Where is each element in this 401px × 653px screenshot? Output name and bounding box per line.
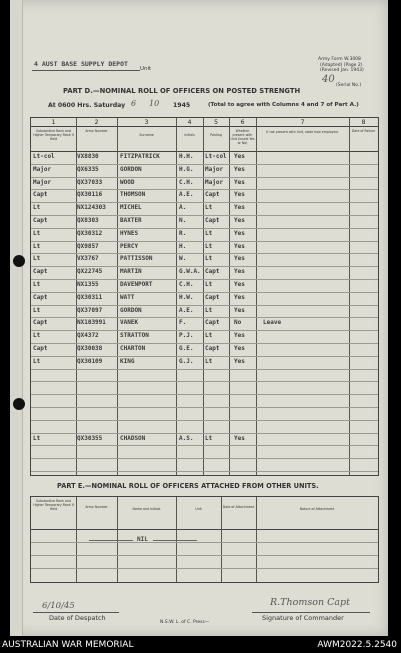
cell-posting: Lt <box>205 332 213 340</box>
cell-surname: GORDON <box>120 306 142 314</box>
signature-underline <box>252 612 370 613</box>
cell-present: Yes <box>234 293 245 301</box>
header-rule <box>31 151 378 152</box>
col-num-5: 5 <box>214 119 218 126</box>
cell-present: Yes <box>234 178 245 186</box>
year: 1945 <box>173 102 191 109</box>
cell-initials: G.W.A. <box>179 268 201 276</box>
cell-posting: Capt <box>205 217 220 224</box>
cell-rank: Capt <box>33 268 48 276</box>
cell-rank: Capt <box>33 217 48 224</box>
table-row-rule <box>31 356 378 357</box>
form-line-2: (Adapted) (Page 2) <box>320 63 363 68</box>
cell-posting: Major <box>205 178 224 186</box>
table-row-rule <box>31 445 378 446</box>
cell-present: Yes <box>234 268 245 276</box>
cell-surname: BAXTER <box>120 217 142 224</box>
col-num-4: 4 <box>187 119 192 126</box>
cell-surname: GORDON <box>120 165 142 173</box>
cell-rank: Major <box>33 165 52 173</box>
col-num-6: 6 <box>240 119 245 126</box>
part-e-table <box>30 496 379 583</box>
cell-initials: A. <box>179 204 187 212</box>
date-day: 6 <box>131 99 137 108</box>
col-head-return: Date of Return <box>351 129 376 133</box>
cell-posting: Lt <box>205 204 213 212</box>
cell-present: Yes <box>234 332 245 340</box>
table-row-rule <box>31 202 378 203</box>
cell-posting: Lt <box>205 357 213 365</box>
cell-posting: Lt <box>205 281 213 288</box>
part-e-row-rule <box>31 542 378 543</box>
cell-initials: H. <box>179 242 187 250</box>
cell-number: QX9857 <box>77 242 99 250</box>
caption-bar <box>0 636 401 653</box>
signature-label: Signature of Commander <box>262 614 344 622</box>
col-num-2: 2 <box>94 119 99 126</box>
cell-present: Yes <box>234 217 245 224</box>
cell-initials: G.J. <box>179 357 194 365</box>
cell-number: NX103991 <box>77 319 106 327</box>
binding-strip <box>10 0 23 636</box>
cell-posting: Lt <box>205 229 213 237</box>
col-head-employed: If not present with Unit, state how employed. <box>266 130 339 134</box>
cell-rank: Lt <box>33 332 41 340</box>
cell-number: QX30038 <box>77 345 103 352</box>
table-row-rule <box>31 381 378 382</box>
cell-initials: H.H. <box>179 153 194 160</box>
cell-surname: WOOD <box>120 178 135 186</box>
cell-employed: Leave <box>263 319 282 327</box>
table-row-rule <box>31 343 378 344</box>
part-e-head-date: Date of Attachment <box>222 505 255 509</box>
part-d-table <box>30 117 379 476</box>
cell-rank: Lt <box>33 281 41 288</box>
cell-rank: Lt <box>33 229 41 237</box>
table-row-rule <box>31 420 378 421</box>
column-number-rule <box>31 126 378 127</box>
cell-number: QX37033 <box>77 178 103 186</box>
table-row-rule <box>31 177 378 178</box>
cell-number: VX8830 <box>77 153 99 160</box>
table-row-rule <box>31 189 378 190</box>
punch-hole-bottom <box>13 398 25 410</box>
table-row-rule <box>31 305 378 306</box>
col-divider <box>117 118 118 475</box>
part-e-head-nature: Nature of Attachment <box>299 507 335 511</box>
col-head-initials: Initials <box>184 133 195 137</box>
cell-surname: KING <box>120 357 135 365</box>
table-row-rule <box>31 164 378 165</box>
part-e-title: PART E.—NOMINAL ROLL OF OFFICERS ATTACHED FROM OTHER UNITS. <box>57 482 319 490</box>
part-e-nil: NIL <box>137 536 148 543</box>
cell-posting: Capt <box>205 345 220 352</box>
cell-present: Yes <box>234 204 245 212</box>
cell-posting: Lt <box>205 306 213 314</box>
cell-surname: CHADSON <box>120 434 146 442</box>
cell-posting: Capt <box>205 293 220 301</box>
cell-present: Yes <box>234 153 245 160</box>
part-e-header-rule <box>31 529 378 530</box>
cell-initials: F. <box>179 319 187 327</box>
cell-surname: WATT <box>120 293 135 301</box>
cell-initials: G.E. <box>179 345 194 352</box>
table-row-rule <box>31 292 378 293</box>
cell-number: QX30355 <box>77 434 103 442</box>
cell-surname: STRATTON <box>120 332 149 340</box>
cell-number: QX37097 <box>77 306 103 314</box>
cell-present: Yes <box>234 357 245 365</box>
col-num-8: 8 <box>361 119 366 126</box>
cell-initials: A.E. <box>179 306 194 314</box>
cell-rank: Capt <box>33 345 48 352</box>
cell-number: VX3767 <box>77 255 99 263</box>
col-divider <box>229 118 230 475</box>
cell-surname: CHARTON <box>120 345 146 352</box>
nil-dash-right <box>153 540 197 541</box>
cell-initials: P.J. <box>179 332 194 340</box>
cell-initials: H.W. <box>179 293 194 301</box>
col-divider <box>176 118 177 475</box>
cell-posting: Capt <box>205 319 220 327</box>
cell-posting: Lt <box>205 255 213 263</box>
cell-initials: H.G. <box>179 165 194 173</box>
cell-number: QX30311 <box>77 293 103 301</box>
unit-name: 4 AUST BASE SUPPLY DEPOT <box>34 60 128 68</box>
cell-initials: C.H. <box>179 281 194 288</box>
cell-rank: Major <box>33 178 52 186</box>
cell-rank: Lt <box>33 204 41 212</box>
cell-number: QX30312 <box>77 229 103 237</box>
cell-number: QX30109 <box>77 357 103 365</box>
cell-posting: Lt <box>205 434 213 442</box>
despatch-label: Date of Despatch <box>49 614 106 622</box>
part-e-col-divider <box>221 497 222 582</box>
unit-label: Unit <box>140 66 152 72</box>
cell-present: No <box>234 319 242 327</box>
table-row-rule <box>31 241 378 242</box>
cell-initials: C.H. <box>179 178 194 186</box>
cell-posting: Lt <box>205 242 213 250</box>
cell-surname: FITZPATRICK <box>120 153 160 160</box>
cell-initials: W. <box>179 255 187 263</box>
cell-initials: N. <box>179 217 187 224</box>
table-row-rule <box>31 228 378 229</box>
table-row-rule <box>31 458 378 459</box>
col-head-present: Whether present with Unit (Insert Yes or No) <box>230 129 255 145</box>
serial-label: (Serial No.) <box>336 83 362 88</box>
col-head-army-number: Army Number <box>85 129 108 133</box>
cell-surname: DAVENPORT <box>120 281 153 288</box>
time-line-prefix: At 0600 Hrs. Saturday <box>48 102 126 109</box>
col-num-1: 1 <box>51 119 56 126</box>
cell-present: Yes <box>234 191 245 199</box>
cell-surname: THOMSON <box>120 191 146 199</box>
punch-hole-top <box>13 255 25 267</box>
part-e-col-divider <box>76 497 77 582</box>
cell-surname: MARTIN <box>120 268 142 276</box>
time-line-suffix: (Total to agree with Columns 4 and 7 of Part A.) <box>208 102 359 108</box>
handwritten-serial: 40 <box>322 74 335 85</box>
table-row-rule <box>31 215 378 216</box>
cell-initials: A.S. <box>179 434 194 442</box>
cell-posting: Lt-col <box>205 153 227 160</box>
col-num-3: 3 <box>144 119 149 126</box>
cell-present: Yes <box>234 242 245 250</box>
cell-number: QX8303 <box>77 217 99 224</box>
cell-surname: PATTISSON <box>120 255 153 263</box>
cell-number: NX124303 <box>77 204 106 212</box>
table-row-rule <box>31 433 378 434</box>
despatch-date: 6/10/45 <box>42 601 75 611</box>
col-divider <box>203 118 204 475</box>
table-row-rule <box>31 279 378 280</box>
cell-present: Yes <box>234 229 245 237</box>
cell-posting: Major <box>205 165 224 173</box>
col-head-rank: Substantive Rank and Higher Temporary Rank if Held <box>33 129 74 141</box>
cell-rank: Lt <box>33 357 41 365</box>
cell-surname: MICHEL <box>120 204 142 212</box>
cell-rank: Lt <box>33 306 41 314</box>
cell-surname: HYNES <box>120 229 139 237</box>
col-head-posting: Posting <box>210 133 222 137</box>
cell-number: QX6335 <box>77 165 99 173</box>
cell-surname: PERCY <box>120 242 139 250</box>
table-row-rule <box>31 317 378 318</box>
cell-present: Yes <box>234 255 245 263</box>
cell-present: Yes <box>234 281 245 288</box>
form-line-3: (Revised Jan. 1943) <box>320 68 364 73</box>
col-num-7: 7 <box>300 119 305 126</box>
table-row-rule <box>31 407 378 408</box>
cell-rank: Lt <box>33 434 41 442</box>
caption-left: AUSTRALIAN WAR MEMORIAL <box>2 640 134 650</box>
nil-dash-left <box>89 540 133 541</box>
cell-rank: Capt <box>33 293 48 301</box>
cell-rank: Capt <box>33 319 48 327</box>
cell-rank: Lt <box>33 255 41 263</box>
cell-surname: VANEK <box>120 319 139 327</box>
cell-rank: Lt-col <box>33 153 55 160</box>
part-e-head-unit: Unit <box>195 507 202 511</box>
date-month: 10 <box>149 99 160 108</box>
cell-present: Yes <box>234 165 245 173</box>
printer-line: N.S.W. L. of C. Press— <box>160 620 210 625</box>
col-divider <box>256 118 257 475</box>
cell-posting: Capt <box>205 268 220 276</box>
part-e-row-rule <box>31 555 378 556</box>
cell-number: QX22745 <box>77 268 103 276</box>
form-line-1: Army Form W.3008 <box>318 57 361 62</box>
table-row-rule <box>31 471 378 472</box>
table-row-rule <box>31 369 378 370</box>
part-d-title: PART D.—NOMINAL ROLL OF OFFICERS ON POSTED STRENGTH <box>63 87 301 95</box>
caption-right: AWM2022.5.2540 <box>317 640 397 650</box>
commander-signature: R.Thomson Capt <box>270 597 350 608</box>
cell-present: Yes <box>234 345 245 352</box>
part-e-head-number: Army Number <box>85 505 108 509</box>
table-row-rule <box>31 394 378 395</box>
cell-number: QX4372 <box>77 332 99 340</box>
col-divider <box>349 118 350 475</box>
part-e-row-rule <box>31 568 378 569</box>
part-e-head-rank: Substantive Rank and Higher Temporary Rank if Held <box>33 499 74 511</box>
cell-posting: Capt <box>205 191 220 199</box>
cell-rank: Capt <box>33 191 48 199</box>
part-e-head-name: Name and Initials <box>132 507 161 511</box>
cell-present: Yes <box>234 434 245 442</box>
cell-number: QX30116 <box>77 191 103 199</box>
col-head-surname: Surname <box>139 133 154 137</box>
cell-present: Yes <box>234 306 245 314</box>
table-row-rule <box>31 266 378 267</box>
table-row-rule <box>31 330 378 331</box>
cell-initials: A.E. <box>179 191 194 199</box>
table-row-rule <box>31 253 378 254</box>
cell-rank: Lt <box>33 242 41 250</box>
unit-underline <box>32 70 140 71</box>
cell-number: NX1355 <box>77 281 99 288</box>
cell-initials: R. <box>179 229 187 237</box>
despatch-underline <box>33 612 119 613</box>
